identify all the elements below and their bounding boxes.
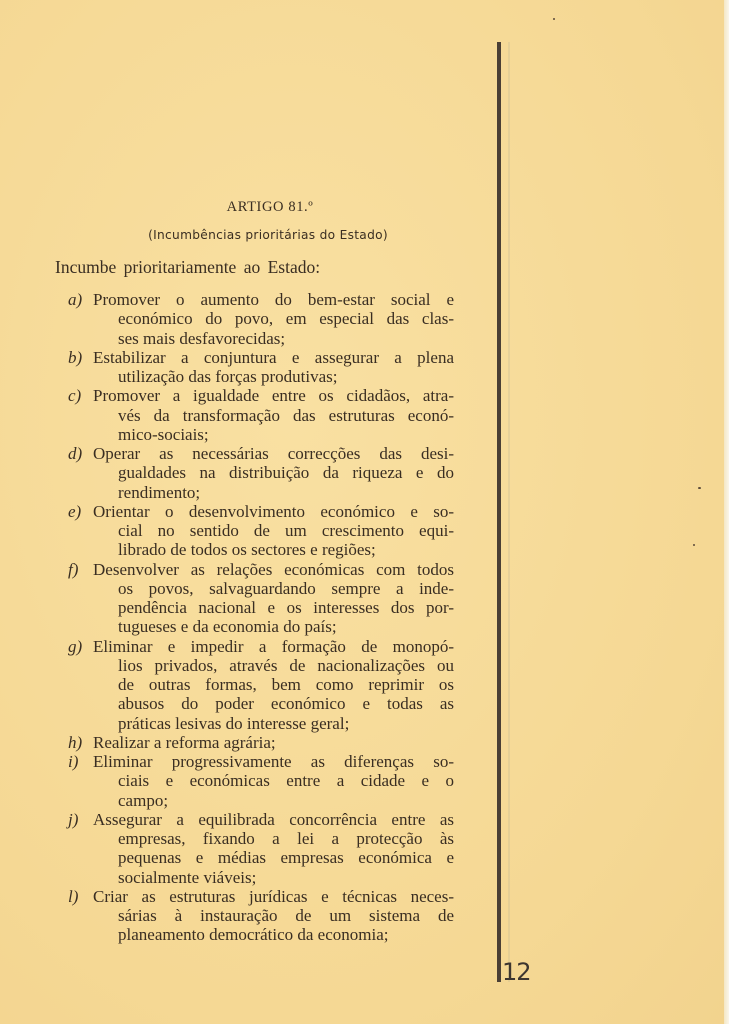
item-text-line: Promover o aumento do bem-estar social e bbox=[93, 290, 454, 309]
item-text-line: Estabilizar a conjuntura e assegurar a plena bbox=[93, 347, 454, 367]
item-text-line: ciais e económicas entre a cidade e o bbox=[118, 771, 454, 791]
item-text-line: gualdades na distribuição da riqueza e do bbox=[118, 463, 454, 483]
article-item bbox=[68, 348, 454, 387]
paper-speck bbox=[693, 544, 695, 546]
item-text-line: vés da transformação das estruturas econó- bbox=[118, 405, 454, 425]
item-text-line: Eliminar e impedir a formação de monopó- bbox=[93, 636, 454, 656]
item-label: d) bbox=[68, 444, 83, 463]
item-text-line: sárias à instauração de um sistema de bbox=[118, 906, 454, 925]
page-number: 12 bbox=[502, 958, 531, 986]
article-item bbox=[68, 502, 454, 560]
item-text-line: mico-sociais; bbox=[118, 424, 209, 444]
page-edge bbox=[724, 0, 729, 1024]
item-text-line: de outras formas, bem como reprimir os bbox=[118, 675, 454, 694]
article-title: ARTIGO 81.º bbox=[226, 199, 314, 215]
article-item bbox=[68, 290, 454, 348]
item-text-line: Orientar o desenvolvimento económico e so- bbox=[93, 501, 454, 521]
paper-speck bbox=[698, 487, 701, 489]
item-text-line: Criar as estruturas jurídicas e técnicas neces- bbox=[93, 886, 454, 906]
item-text-line: campo; bbox=[118, 790, 169, 810]
item-text-line: utilização das forças produtivas; bbox=[118, 367, 338, 386]
article-item bbox=[68, 637, 454, 733]
item-text-line: Eliminar progressivamente as diferenças so- bbox=[93, 752, 454, 771]
item-text-line: librado de todos os sectores e regiões; bbox=[118, 540, 376, 560]
item-text-line: empresas, fixando a lei a protecção às bbox=[118, 829, 454, 848]
item-text-line: Operar as necessárias correcções das desi- bbox=[93, 444, 454, 463]
item-label: l) bbox=[68, 886, 79, 906]
item-label: h) bbox=[68, 732, 83, 752]
item-label: j) bbox=[68, 809, 79, 829]
article-subtitle: (Incumbências prioritárias do Estado) bbox=[148, 228, 388, 242]
item-text-line: lios privados, através de nacionalizações ou bbox=[118, 655, 454, 675]
article-item-list bbox=[68, 290, 454, 945]
item-text-line: económico do povo, em especial das clas- bbox=[118, 309, 454, 329]
article-item bbox=[68, 386, 454, 444]
article-item bbox=[68, 810, 454, 887]
article-item bbox=[68, 444, 454, 502]
article-item bbox=[68, 887, 454, 945]
item-text-line: pendência nacional e os interesses dos por- bbox=[118, 598, 454, 617]
item-text-line: tugueses e da economia do país; bbox=[118, 617, 337, 637]
item-label: a) bbox=[68, 290, 83, 309]
item-text-line: ses mais desfavorecidas; bbox=[118, 328, 286, 348]
item-label: b) bbox=[68, 347, 83, 367]
item-label: c) bbox=[68, 386, 82, 406]
item-text-line: Realizar a reforma agrária; bbox=[93, 732, 276, 752]
item-label: i) bbox=[68, 752, 79, 771]
article-item bbox=[68, 733, 454, 752]
item-label: f) bbox=[68, 559, 79, 579]
item-text-line: planeamento democrático da economia; bbox=[118, 925, 389, 945]
article-intro: Incumbe prioritariamente ao Estado: bbox=[55, 257, 321, 277]
item-text-line: rendimento; bbox=[118, 482, 201, 502]
article-item bbox=[68, 752, 454, 810]
item-text-line: Assegurar a equilibrada concorrência entre as bbox=[93, 809, 454, 829]
item-label: g) bbox=[68, 636, 83, 656]
item-text-line: socialmente viáveis; bbox=[118, 867, 257, 887]
item-label: e) bbox=[68, 501, 82, 521]
vertical-rule bbox=[497, 42, 501, 982]
vertical-rule-shadow bbox=[508, 42, 510, 982]
item-text-line: os povos, salvaguardando sempre a inde- bbox=[118, 578, 454, 598]
item-text-line: práticas lesivas do interesse geral; bbox=[118, 713, 350, 733]
item-text-line: cial no sentido de um crescimento equi- bbox=[118, 521, 454, 540]
item-text-line: Desenvolver as relações económicas com todos bbox=[93, 559, 454, 579]
item-text-line: Promover a igualdade entre os cidadãos, atra- bbox=[93, 386, 454, 406]
item-text-line: abusos do poder económico e todas as bbox=[118, 694, 454, 714]
article-item bbox=[68, 560, 454, 637]
paper-speck bbox=[553, 18, 555, 20]
item-text-line: pequenas e médias empresas económica e bbox=[118, 848, 454, 868]
